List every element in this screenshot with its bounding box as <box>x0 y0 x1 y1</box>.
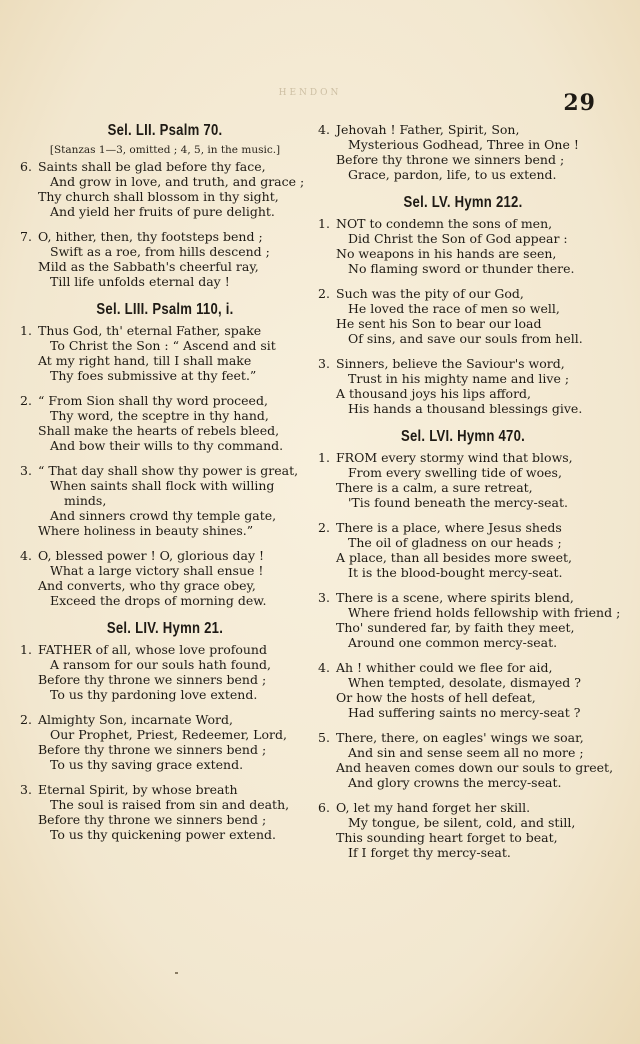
stanza <box>20 229 310 289</box>
stanza-number: 3. <box>20 463 32 478</box>
stanza-number: 4. <box>318 660 330 675</box>
verse-line: From every swelling tide of woes, <box>348 465 562 480</box>
stanza-number: 4. <box>20 548 32 563</box>
verse-line: Thy foes submissive at thy feet.” <box>50 368 257 383</box>
stanza <box>20 463 310 538</box>
verse-line: Thus God, th' eternal Father, spake <box>38 323 262 338</box>
page-number: 29 <box>563 90 596 116</box>
verse-line: Our Prophet, Priest, Redeemer, Lord, <box>50 727 287 742</box>
verse-line: A thousand joys his lips afford, <box>336 386 532 401</box>
verse-line: NOT to condemn the sons of men, <box>336 216 553 231</box>
verse-line: Swift as a roe, from hills descend ; <box>50 244 270 259</box>
verse-line: Mild as the Sabbath's cheerful ray, <box>38 259 259 274</box>
hymn-heading: Sel. LV. Hymn 212. <box>403 194 523 211</box>
verse-line: Jehovah ! Father, Spirit, Son, <box>336 122 520 137</box>
stanza <box>318 660 608 720</box>
stanza-number: 2. <box>318 286 330 301</box>
verse-line: It is the blood-bought mercy-seat. <box>348 565 563 580</box>
stanza <box>318 286 608 346</box>
stanza-number: 4. <box>318 122 330 137</box>
verse-line: Where holiness in beauty shines.” <box>38 523 254 538</box>
verse-line: Before thy throne we sinners bend ; <box>38 742 267 757</box>
stanza <box>20 548 310 608</box>
stanza <box>20 393 310 453</box>
verse-line: And yield her fruits of pure delight. <box>50 204 275 219</box>
verse-line: Mysterious Godhead, Three in One ! <box>348 137 579 152</box>
verse-line: No flaming sword or thunder there. <box>348 261 575 276</box>
stanza-note: [Stanzas 1—3, omitted ; 4, 5, in the music.] <box>49 144 281 156</box>
verse-line: When tempted, desolate, dismayed ? <box>348 675 581 690</box>
verse-line: Of sins, and save our souls from hell. <box>348 331 583 346</box>
verse-line: There is a calm, a sure retreat, <box>336 480 533 495</box>
running-head: HENDON <box>278 88 342 98</box>
stanza-number: 3. <box>318 356 330 371</box>
verse-line: Before thy throne we sinners bend ; <box>38 812 267 827</box>
hymn-heading: Sel. LIV. Hymn 21. <box>106 620 224 637</box>
verse-line: Tho' sundered far, by faith they meet, <box>336 620 575 635</box>
verse-line: The soul is raised from sin and death, <box>50 797 290 812</box>
verse-line: FATHER of all, whose love profound <box>38 642 267 657</box>
stanza-number: 5. <box>318 730 330 745</box>
ink-speck <box>175 972 178 974</box>
hymn-section <box>20 301 310 608</box>
verse-line: He sent his Son to bear our load <box>336 316 542 331</box>
verse-line: Exceed the drops of morning dew. <box>50 593 267 608</box>
hymn-heading: Sel. LVI. Hymn 470. <box>400 428 526 445</box>
verse-line: O, hither, then, thy footsteps bend ; <box>38 229 263 244</box>
stanza <box>20 159 310 219</box>
verse-line: Did Christ the Son of God appear : <box>348 231 568 246</box>
verse-line: And heaven comes down our souls to greet, <box>336 760 614 775</box>
verse-line: He loved the race of men so well, <box>348 301 560 316</box>
stanza <box>20 712 310 772</box>
verse-line: Such was the pity of our God, <box>336 286 524 301</box>
verse-line: If I forget thy mercy-seat. <box>348 845 511 860</box>
stanza-number: 2. <box>20 393 32 408</box>
verse-line: And sin and sense seem all no more ; <box>348 745 584 760</box>
verse-line: O, let my hand forget her skill. <box>336 800 531 815</box>
verse-line: A ransom for our souls hath found, <box>50 657 272 672</box>
hymn-section <box>20 122 310 289</box>
verse-line: “ From Sion shall thy word proceed, <box>38 393 268 408</box>
verse-line: Ah ! whither could we flee for aid, <box>336 660 553 675</box>
stanza <box>318 800 608 860</box>
verse-line: Or how the hosts of hell defeat, <box>336 690 536 705</box>
verse-line: And grow in love, and truth, and grace ; <box>50 174 305 189</box>
verse-line: This sounding heart forget to beat, <box>336 830 558 845</box>
stanza-number: 3. <box>20 782 32 797</box>
stanza-number: 7. <box>20 229 32 244</box>
verse-line: Before thy throne we sinners bend ; <box>336 152 565 167</box>
stanza <box>318 216 608 276</box>
verse-line: To Christ the Son : “ Ascend and sit <box>50 338 276 353</box>
stanza <box>318 520 608 580</box>
verse-line: FROM every stormy wind that blows, <box>336 450 573 465</box>
verse-line: And sinners crowd thy temple gate, <box>50 508 277 523</box>
stanza <box>20 323 310 383</box>
stanza <box>318 590 621 650</box>
verse-line: There is a scene, where spirits blend, <box>336 590 574 605</box>
hymn-section <box>318 122 608 182</box>
stanza-number: 1. <box>20 323 32 338</box>
stanza <box>318 730 614 790</box>
hymn-heading: Sel. LIII. Psalm 110, i. <box>96 301 234 318</box>
verse-line: When saints shall flock with willing <box>50 478 275 493</box>
verse-line: Saints shall be glad before thy face, <box>38 159 266 174</box>
stanza-number: 2. <box>318 520 330 535</box>
verse-line: No weapons in his hands are seen, <box>336 246 557 261</box>
verse-line: Shall make the hearts of rebels bleed, <box>38 423 280 438</box>
stanza <box>318 450 608 510</box>
verse-line: Eternal Spirit, by whose breath <box>38 782 238 797</box>
verse-line: To us thy quickening power extend. <box>50 827 276 842</box>
verse-line: And glory crowns the mercy-seat. <box>348 775 562 790</box>
verse-line: A place, than all besides more sweet, <box>336 550 572 565</box>
stanza-number: 1. <box>20 642 32 657</box>
stanza <box>318 356 608 416</box>
verse-line: Had suffering saints no mercy-seat ? <box>348 705 581 720</box>
verse-line: Where friend holds fellowship with friend ; <box>348 605 621 620</box>
verse-line: And converts, who thy grace obey, <box>38 578 256 593</box>
left-column <box>20 122 310 854</box>
verse-line: Grace, pardon, life, to us extend. <box>348 167 557 182</box>
verse-line: There, there, on eagles' wings we soar, <box>336 730 584 745</box>
hymn-heading: Sel. LII. Psalm 70. <box>107 122 223 139</box>
verse-line: “ That day shall show thy power is great, <box>38 463 299 478</box>
hymn-section <box>318 194 608 416</box>
verse-line: Thy word, the sceptre in thy hand, <box>50 408 269 423</box>
verse-line: Till life unfolds eternal day ! <box>50 274 230 289</box>
verse-line: My tongue, be silent, cold, and still, <box>348 815 576 830</box>
verse-line: Sinners, believe the Saviour's word, <box>336 356 565 371</box>
verse-line: Trust in his mighty name and live ; <box>348 371 570 386</box>
verse-line: Thy church shall blossom in thy sight, <box>38 189 279 204</box>
verse-line: At my right hand, till I shall make <box>38 353 252 368</box>
hymn-section <box>20 620 310 842</box>
stanza-number: 3. <box>318 590 330 605</box>
verse-line: His hands a thousand blessings give. <box>348 401 583 416</box>
stanza-number: 6. <box>318 800 330 815</box>
verse-line: minds, <box>64 493 107 508</box>
stanza-number: 6. <box>20 159 32 174</box>
verse-line: 'Tis found beneath the mercy-seat. <box>348 495 568 510</box>
verse-line: O, blessed power ! O, glorious day ! <box>38 548 265 563</box>
right-column <box>318 122 621 872</box>
verse-line: Before thy throne we sinners bend ; <box>38 672 267 687</box>
stanza-number: 1. <box>318 216 330 231</box>
verse-line: Almighty Son, incarnate Word, <box>38 712 233 727</box>
hymn-section <box>318 428 621 860</box>
stanza-number: 1. <box>318 450 330 465</box>
stanza <box>20 642 310 702</box>
verse-line: The oil of gladness on our heads ; <box>348 535 562 550</box>
stanza-number: 2. <box>20 712 32 727</box>
verse-line: To us thy saving grace extend. <box>50 757 244 772</box>
stanza <box>20 782 310 842</box>
verse-line: Around one common mercy-seat. <box>348 635 558 650</box>
stanza <box>318 122 608 182</box>
verse-line: There is a place, where Jesus sheds <box>336 520 562 535</box>
verse-line: To us thy pardoning love extend. <box>50 687 258 702</box>
verse-line: What a large victory shall ensue ! <box>50 563 264 578</box>
verse-line: And bow their wills to thy command. <box>50 438 284 453</box>
